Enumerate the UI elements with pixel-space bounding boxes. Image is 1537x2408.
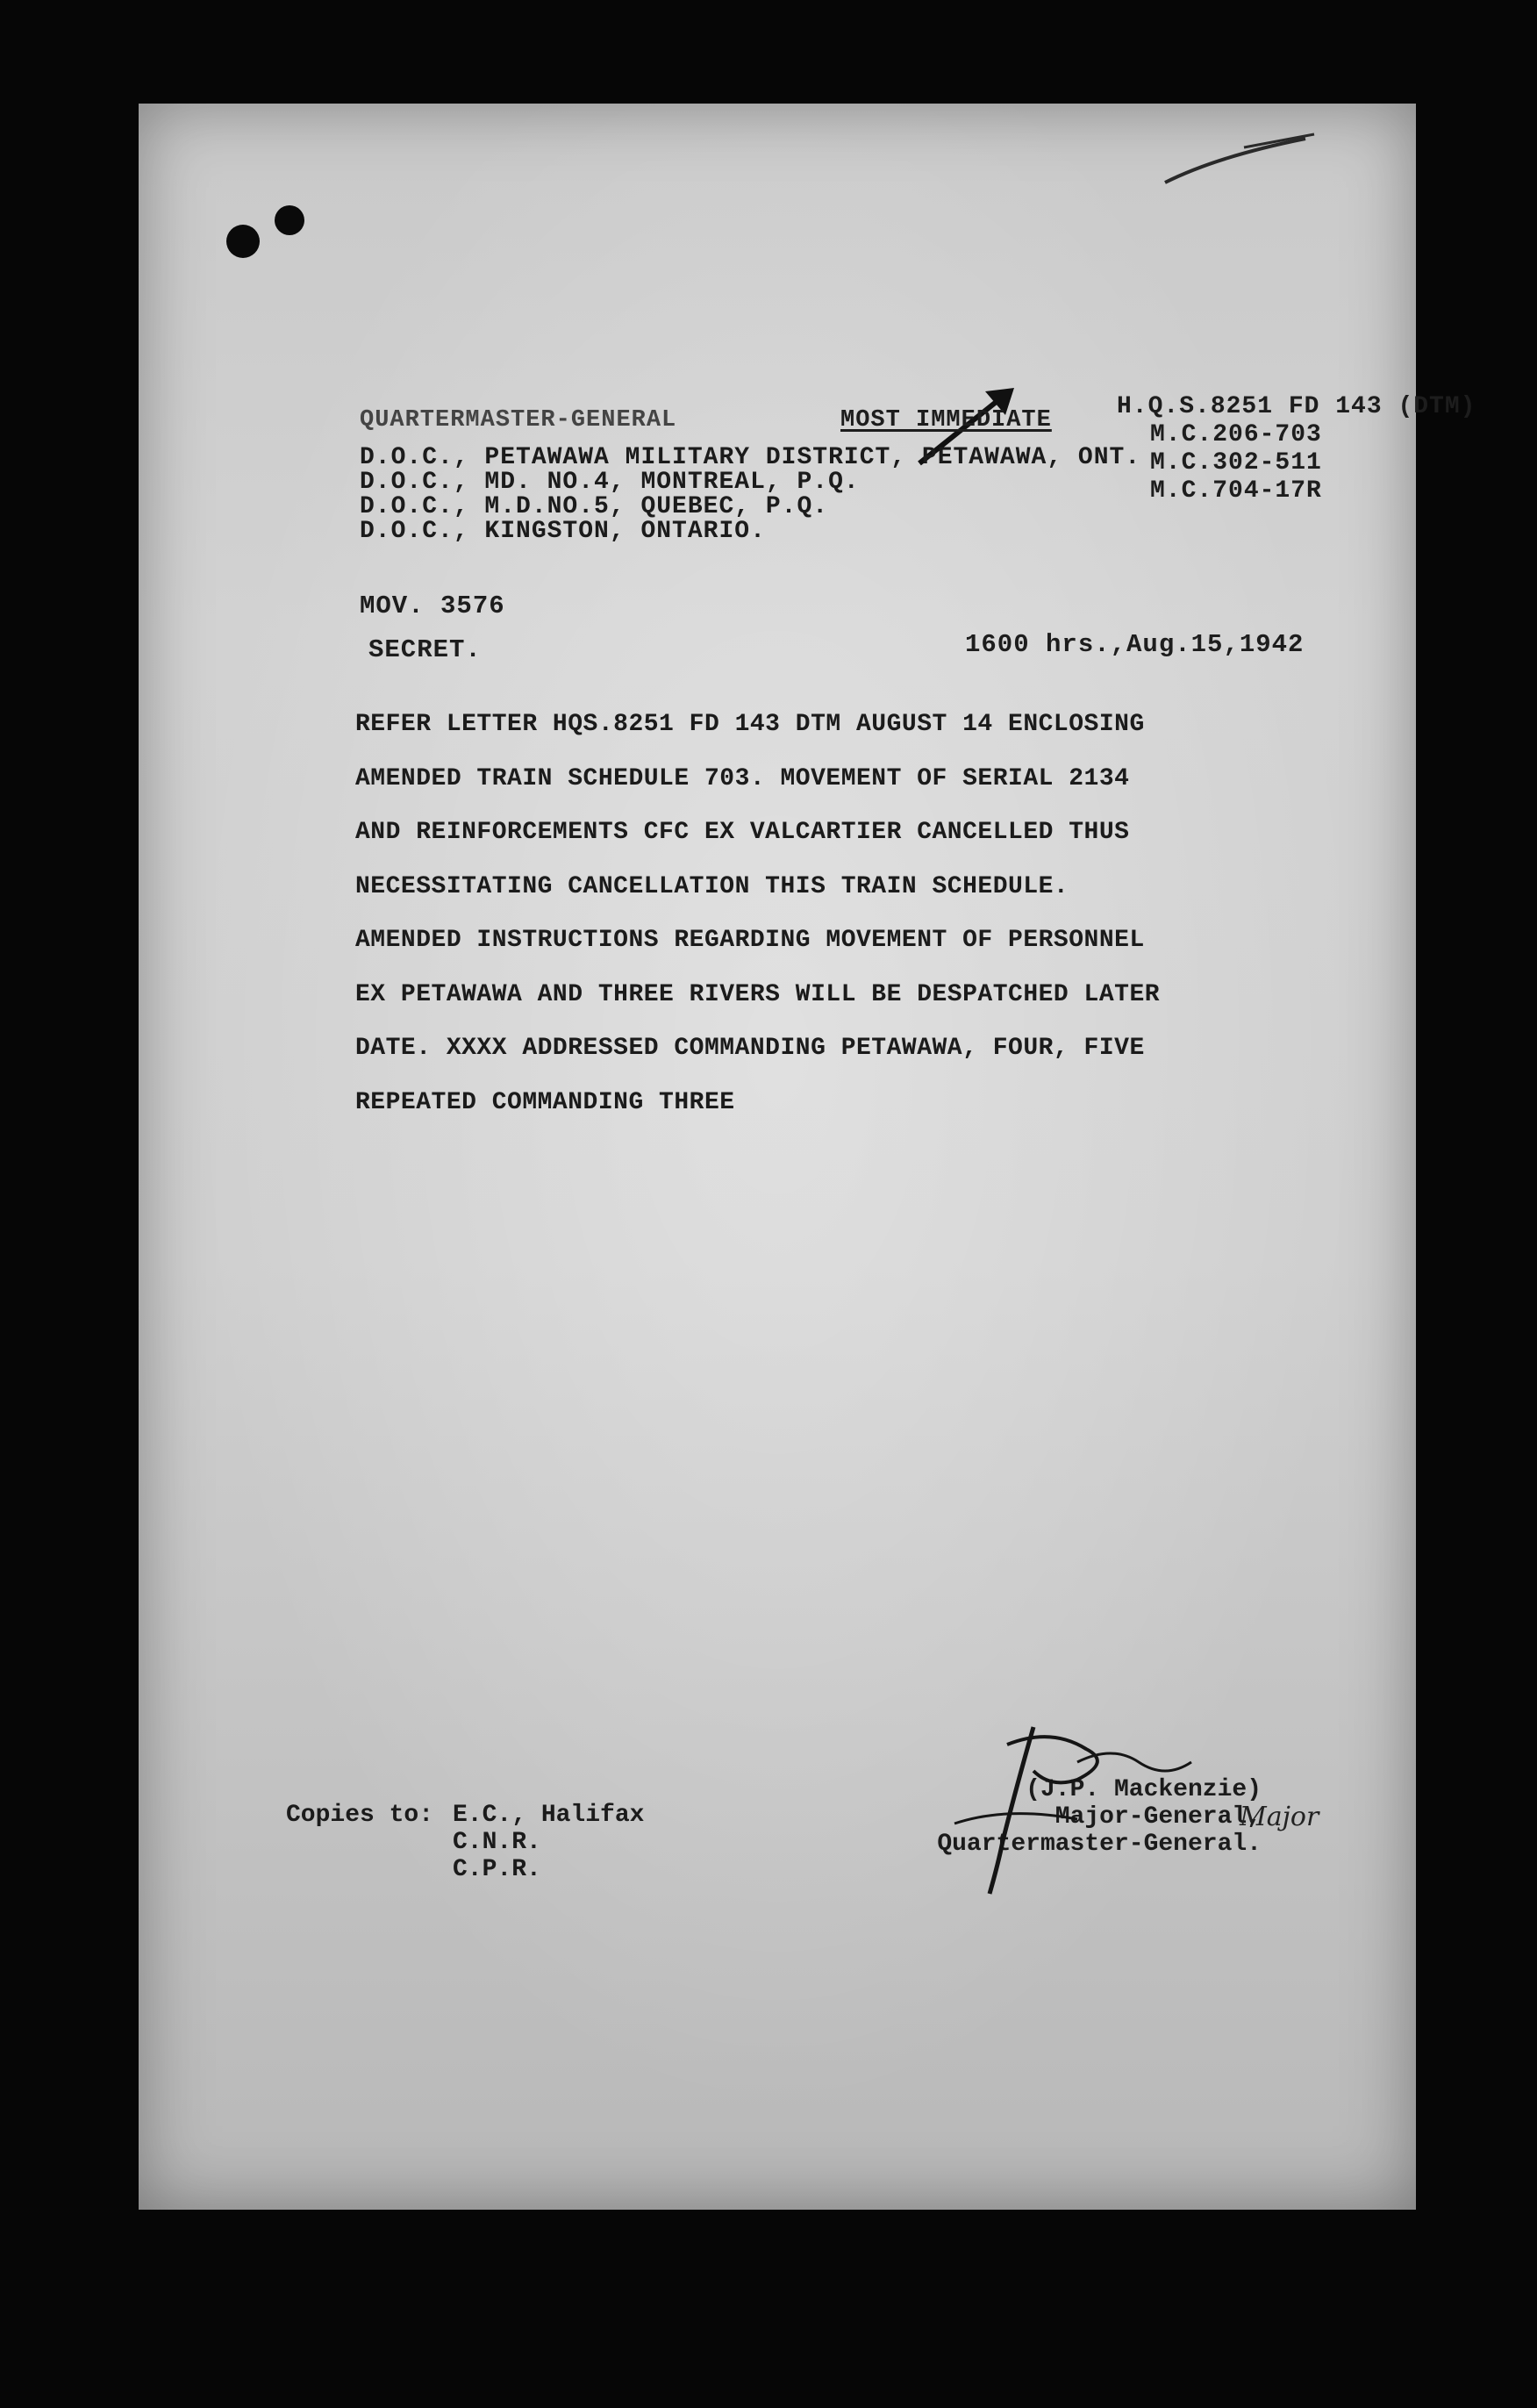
body-line: AND REINFORCEMENTS CFC EX VALCARTIER CANCELLED THUS [355, 819, 1130, 846]
signatory-rank: Major-General, [1054, 1803, 1262, 1831]
addressee: D.O.C., PETAWAWA MILITARY DISTRICT, PETAWAWA, ONT. [360, 444, 1141, 471]
body-line: AMENDED INSTRUCTIONS REGARDING MOVEMENT OF PERSONNEL [355, 927, 1145, 954]
handwritten-note: Major [1240, 1802, 1319, 1832]
addressee: D.O.C., KINGSTON, ONTARIO. [360, 518, 766, 545]
file-ref-hqs: H.Q.S.8251 FD 143 (DTM) [1117, 393, 1476, 420]
body-line: DATE. XXXX ADDRESSED COMMANDING PETAWAWA, FOUR, FIVE [355, 1035, 1145, 1062]
body-line: REFER LETTER HQS.8251 FD 143 DTM AUGUST 14 ENCLOSING [355, 711, 1145, 738]
copies-block [286, 1802, 644, 1883]
body-line: NECESSITATING CANCELLATION THIS TRAIN SCHEDULE. [355, 872, 1069, 900]
movement-number: MOV. 3576 [360, 591, 505, 620]
file-ref-mc-2: M.C.302-511 [1150, 449, 1322, 477]
classification: SECRET. [368, 635, 482, 664]
addressee-list [360, 446, 1140, 544]
addressee: D.O.C., M.D.NO.5, QUEBEC, P.Q. [360, 493, 829, 520]
document-page [139, 104, 1476, 2210]
copy-recipient: E.C., Halifax [453, 1802, 645, 1829]
body-line: AMENDED TRAIN SCHEDULE 703. MOVEMENT OF SERIAL 2134 [355, 764, 1130, 792]
addressee: D.O.C., MD. NO.4, MONTREAL, P.Q. [360, 469, 860, 496]
copy-recipient: C.N.R. [453, 1829, 541, 1856]
body-line: REPEATED COMMANDING THREE [355, 1088, 735, 1116]
file-ref-mc-1: M.C.206-703 [1150, 421, 1322, 448]
sender: QUARTERMASTER-GENERAL [360, 407, 677, 434]
date-time: 1600 hrs.,Aug.15,1942 [965, 630, 1305, 659]
signatory-name: (J.P. Mackenzie) [1026, 1776, 1262, 1803]
corner-mark [1156, 121, 1332, 191]
punch-hole-right [275, 205, 304, 235]
file-ref-mc-3: M.C.704-17R [1150, 477, 1322, 505]
handwritten-signature [902, 1709, 1218, 1903]
body-line: EX PETAWAWA AND THREE RIVERS WILL BE DESPATCHED LATER [355, 980, 1161, 1008]
message-body [355, 698, 1233, 1129]
copy-recipient: C.P.R. [453, 1856, 541, 1883]
file-reference-block [1117, 393, 1476, 505]
copies-label: Copies to: [286, 1802, 434, 1829]
priority-label: MOST IMMEDIATE [840, 407, 1052, 434]
punch-hole-left [226, 225, 260, 258]
signatory-title: Quartermaster-General. [937, 1831, 1262, 1858]
